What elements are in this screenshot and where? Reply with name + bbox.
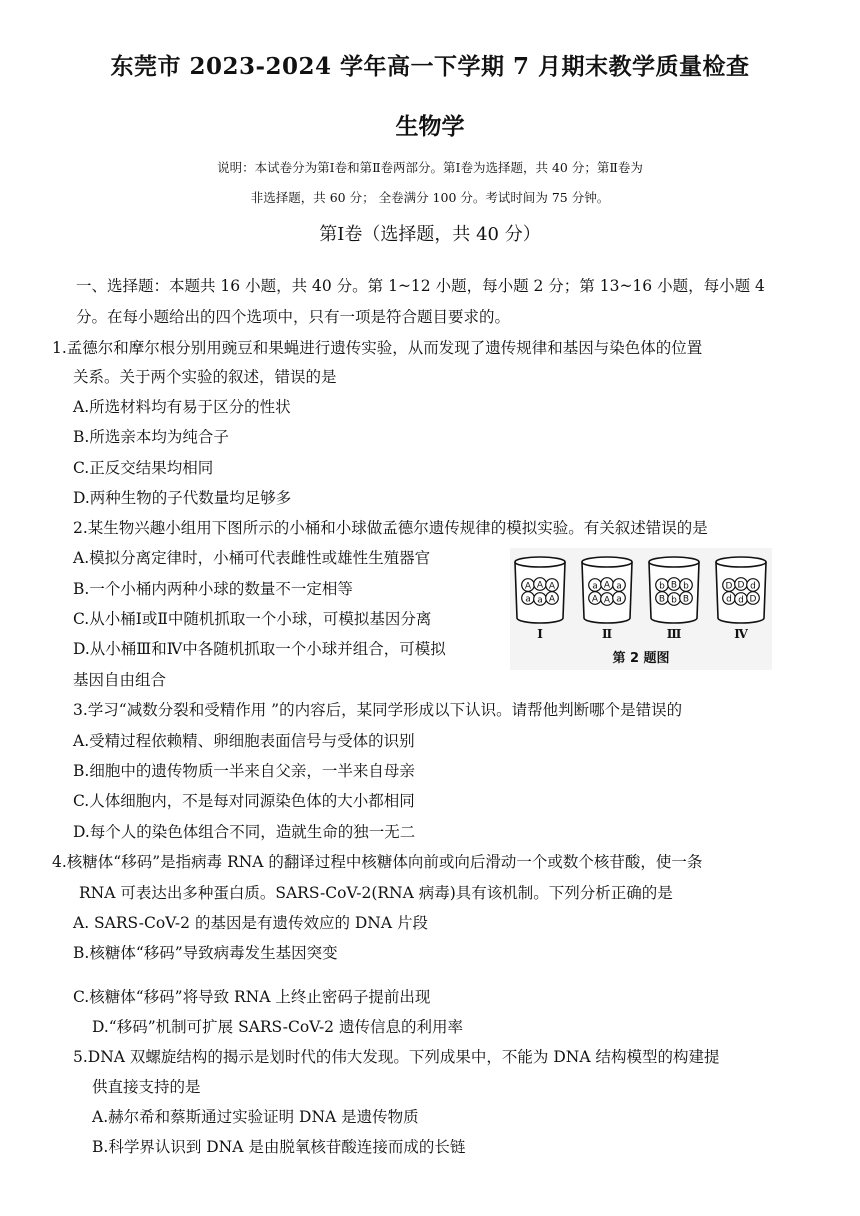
- q4-stem-line-1: 4.核糖体“移码”是指病毒 RNA 的翻译过程中核糖体向前或向后滑动一个或数个核苷酸，使一条: [52, 853, 703, 871]
- ball-label: a: [537, 595, 543, 606]
- q1-option-b: B.所选亲本均为纯合子: [73, 428, 229, 446]
- bucket-label: Ⅰ: [537, 627, 543, 641]
- q2-option-d-line-2: 基因自由组合: [73, 671, 167, 689]
- ball-label: B: [670, 580, 678, 591]
- subject-title: 生物学: [395, 113, 465, 140]
- ball-label: A: [548, 594, 556, 605]
- bucket-figure: [510, 548, 772, 670]
- q2-stem: 2.某生物兴趣小组用下图所示的小桶和小球做孟德尔遗传规律的模拟实验。有关叙述错误的是: [73, 519, 708, 537]
- ball-label: d: [750, 581, 756, 592]
- q1-option-d: D.两种生物的子代数量均足够多: [73, 489, 292, 507]
- exam-note-line-2: 非选择题，共 60 分； 全卷满分 100 分。考试时间为 75 分钟。: [250, 190, 610, 205]
- ball-label: d: [738, 595, 744, 606]
- ball-label: A: [591, 594, 599, 605]
- q4-option-c: C.核糖体“移码”将导致 RNA 上终止密码子提前出现: [73, 988, 431, 1006]
- ball-label: a: [525, 594, 531, 605]
- q2-option-b: B.一个小桶内两种小球的数量不一定相等: [73, 580, 353, 598]
- q1-stem-line-1: 1.孟德尔和摩尔根分别用豌豆和果蝇进行遗传实验，从而发现了遗传规律和基因与染色体的位置: [52, 339, 703, 357]
- ball-label: a: [592, 581, 598, 592]
- q1-option-c: C.正反交结果均相同: [73, 459, 214, 477]
- q5-stem-line-1: 5.DNA 双螺旋结构的揭示是划时代的伟大发现。下列成果中，不能为 DNA 结构模型的构建提: [73, 1048, 720, 1066]
- ball-label: B: [658, 594, 666, 605]
- ball-label: d: [726, 594, 732, 605]
- q1-option-a: A.所选材料均有易于区分的性状: [73, 398, 291, 416]
- ball-label: B: [682, 594, 690, 605]
- q4-option-a: A. SARS-CoV-2 的基因是有遗传效应的 DNA 片段: [73, 914, 428, 932]
- ball-label: A: [524, 581, 532, 592]
- section-heading: 第Ⅰ卷（选择题，共 40 分）: [319, 224, 541, 245]
- exam-title: 东莞市 2023-2024 学年高一下学期 7 月期末教学质量检查: [110, 53, 750, 80]
- bucket-rim: [582, 557, 632, 567]
- q5-option-b: B.科学界认识到 DNA 是由脱氧核苷酸连接而成的长链: [92, 1138, 466, 1156]
- ball-label: A: [603, 595, 611, 606]
- ball-label: A: [548, 581, 556, 592]
- q2-option-c: C.从小桶Ⅰ或Ⅱ中随机抓取一个小球，可模拟基因分离: [73, 610, 432, 628]
- bucket-rim: [716, 557, 766, 567]
- q5-option-a: A.赫尔希和蔡斯通过实验证明 DNA 是遗传物质: [92, 1108, 419, 1126]
- q4-stem-line-2: RNA 可表达出多种蛋白质。SARS-CoV-2(RNA 病毒)具有该机制。下列分析正确的是: [79, 884, 673, 902]
- q5-stem-line-2: 供直接支持的是: [92, 1078, 201, 1096]
- q4-option-d: D.“移码”机制可扩展 SARS-CoV-2 遗传信息的利用率: [92, 1018, 463, 1036]
- ball-label: a: [616, 581, 622, 592]
- ball-label: D: [725, 581, 733, 592]
- figure-caption: 第 2 题图: [612, 651, 670, 666]
- q2-option-d-line-1: D.从小桶Ⅲ和Ⅳ中各随机抓取一个小球并组合，可模拟: [73, 640, 446, 658]
- q3-stem: 3.学习“减数分裂和受精作用 ”的内容后，某同学形成以下认识。请帮他判断哪个是错误的: [73, 701, 683, 719]
- q2-option-a: A.模拟分离定律时，小桶可代表雌性或雄性生殖器官: [73, 549, 431, 567]
- bucket-label: Ⅱ: [601, 627, 613, 641]
- q3-option-c: C.人体细胞内，不是每对同源染色体的大小都相同: [73, 792, 415, 810]
- intro-line-2: 分。在每小题给出的四个选项中，只有一项是符合题目要求的。: [76, 308, 511, 326]
- intro-line-1: 一、选择题：本题共 16 小题，共 40 分。第 1~12 小题，每小题 2 分；第 13~16 小题，每小题 4: [76, 277, 765, 295]
- bucket-rim: [515, 557, 565, 567]
- q3-option-a: A.受精过程依赖精、卵细胞表面信号与受体的识别: [73, 732, 415, 750]
- ball-label: A: [536, 580, 544, 591]
- ball-label: D: [737, 580, 745, 591]
- ball-label: b: [683, 581, 689, 592]
- ball-label: b: [659, 581, 665, 592]
- q1-stem-line-2: 关系。关于两个实验的叙述，错误的是: [73, 368, 337, 386]
- bucket-rim: [649, 557, 699, 567]
- q4-option-b: B.核糖体“移码”导致病毒发生基因突变: [73, 944, 338, 962]
- q3-option-b: B.细胞中的遗传物质一半来自父亲，一半来自母亲: [73, 762, 415, 780]
- bucket-label: Ⅳ: [734, 627, 748, 641]
- ball-label: A: [603, 580, 611, 591]
- q3-option-d: D.每个人的染色体组合不同，造就生命的独一无二: [73, 823, 416, 841]
- exam-note-line-1: 说明：本试卷分为第Ⅰ卷和第Ⅱ卷两部分。第Ⅰ卷为选择题，共 40 分；第Ⅱ卷为: [217, 160, 643, 175]
- ball-label: D: [749, 594, 757, 605]
- bucket-label: Ⅲ: [666, 627, 682, 641]
- ball-label: b: [671, 595, 677, 606]
- ball-label: a: [616, 594, 622, 605]
